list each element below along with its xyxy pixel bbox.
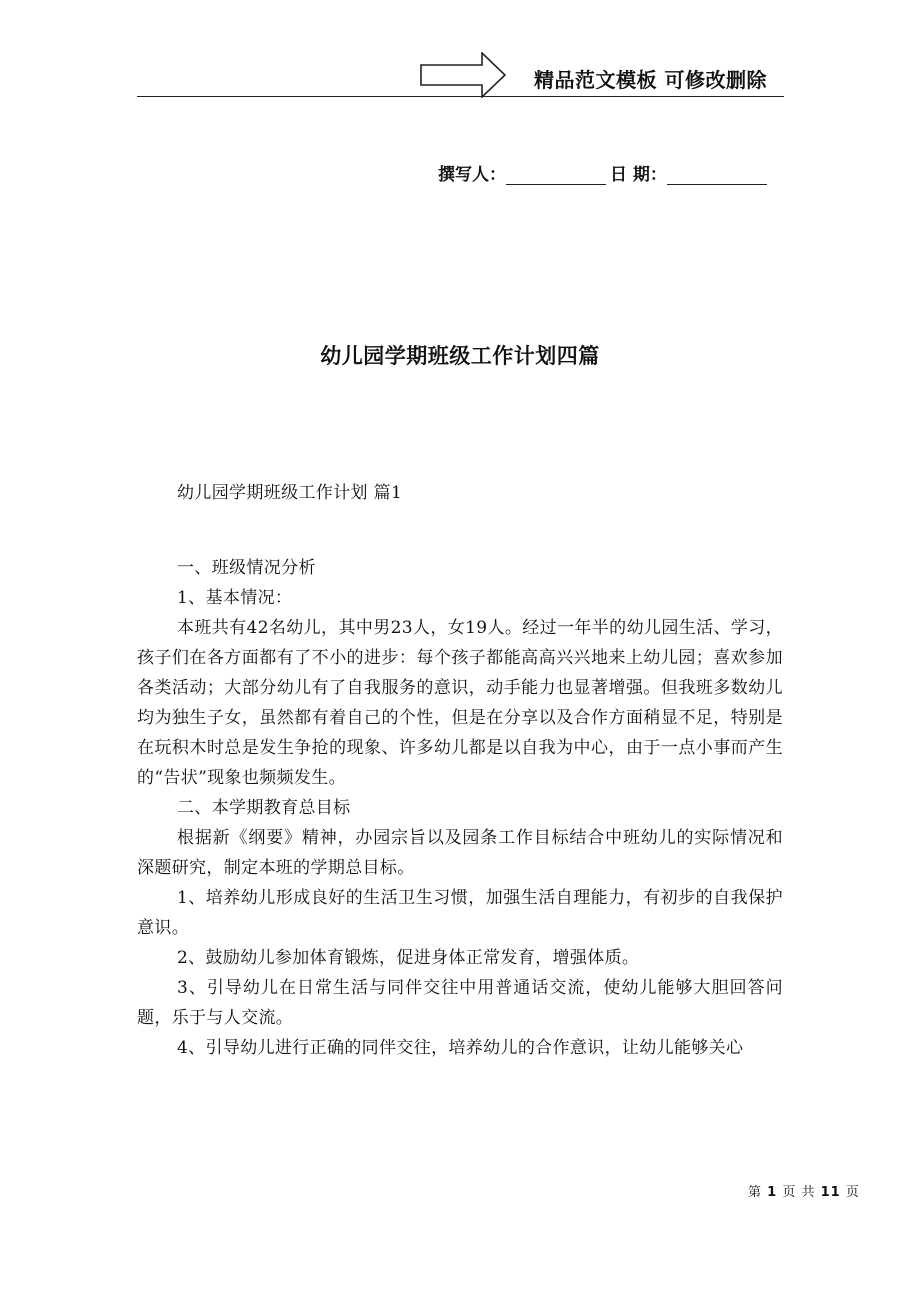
paragraph: 3、引导幼儿在日常生活与同伴交往中用普通话交流，使幼儿能够大胆回答问题，乐于与人交流。 (137, 978, 783, 1028)
section-heading: 幼儿园学期班级工作计划 篇1 (177, 483, 403, 503)
header-divider (137, 96, 784, 97)
page-footer (748, 1181, 860, 1200)
date-label: 日 期： (610, 165, 667, 185)
document-body (137, 478, 783, 1063)
footer-suffix: 页 (845, 1185, 860, 1200)
footer-middle: 页 共 (782, 1185, 816, 1200)
author-blank (506, 166, 606, 185)
paragraph: 2、鼓励幼儿参加体育锻炼，促进身体正常发育，增强体质。 (177, 948, 640, 968)
paragraph: 根据新《纲要》精神，办园宗旨以及园条工作目标结合中班幼儿的实际情况和深题研究，制定本班的学期总目标。 (137, 828, 783, 878)
author-label: 撰写人： (438, 165, 506, 185)
header-title: 精品范文模板 可修改删除 (534, 68, 767, 92)
arrow-right-icon (420, 52, 506, 98)
current-page-number: 1 (767, 1185, 778, 1200)
date-blank (667, 166, 767, 185)
author-date-line (438, 160, 771, 185)
paragraph: 1、基本情况： (177, 588, 293, 608)
total-pages-number: 11 (820, 1185, 841, 1200)
paragraph: 一、班级情况分析 (177, 558, 316, 578)
paragraph: 本班共有42名幼儿，其中男23人，女19人。经过一年半的幼儿园生活、学习，孩子们在各方面都有了不小的进步：每个孩子都能高高兴兴地来上幼儿园；喜欢参加各类活动；大部分幼儿有了自我服务的意识，动手能力也显著增强。但我班多数幼儿均为独生子女，虽然都有着自己的个性，但是在分享以及合作方面稍显不足，特别是在玩积木时总是发生争抢的现象、许多幼儿都是以自我为中心，由于一点小事而产生的“告状”现象也频频发生。 (137, 618, 783, 788)
paragraph: 1、培养幼儿形成良好的生活卫生习惯，加强生活自理能力，有初步的自我保护意识。 (137, 888, 783, 938)
paragraph: 二、本学期教育总目标 (177, 798, 351, 818)
document-title: 幼儿园学期班级工作计划四篇 (320, 344, 600, 368)
footer-prefix: 第 (748, 1185, 763, 1200)
paragraph: 4、引导幼儿进行正确的同伴交往，培养幼儿的合作意识，让幼儿能够关心 (177, 1038, 744, 1058)
